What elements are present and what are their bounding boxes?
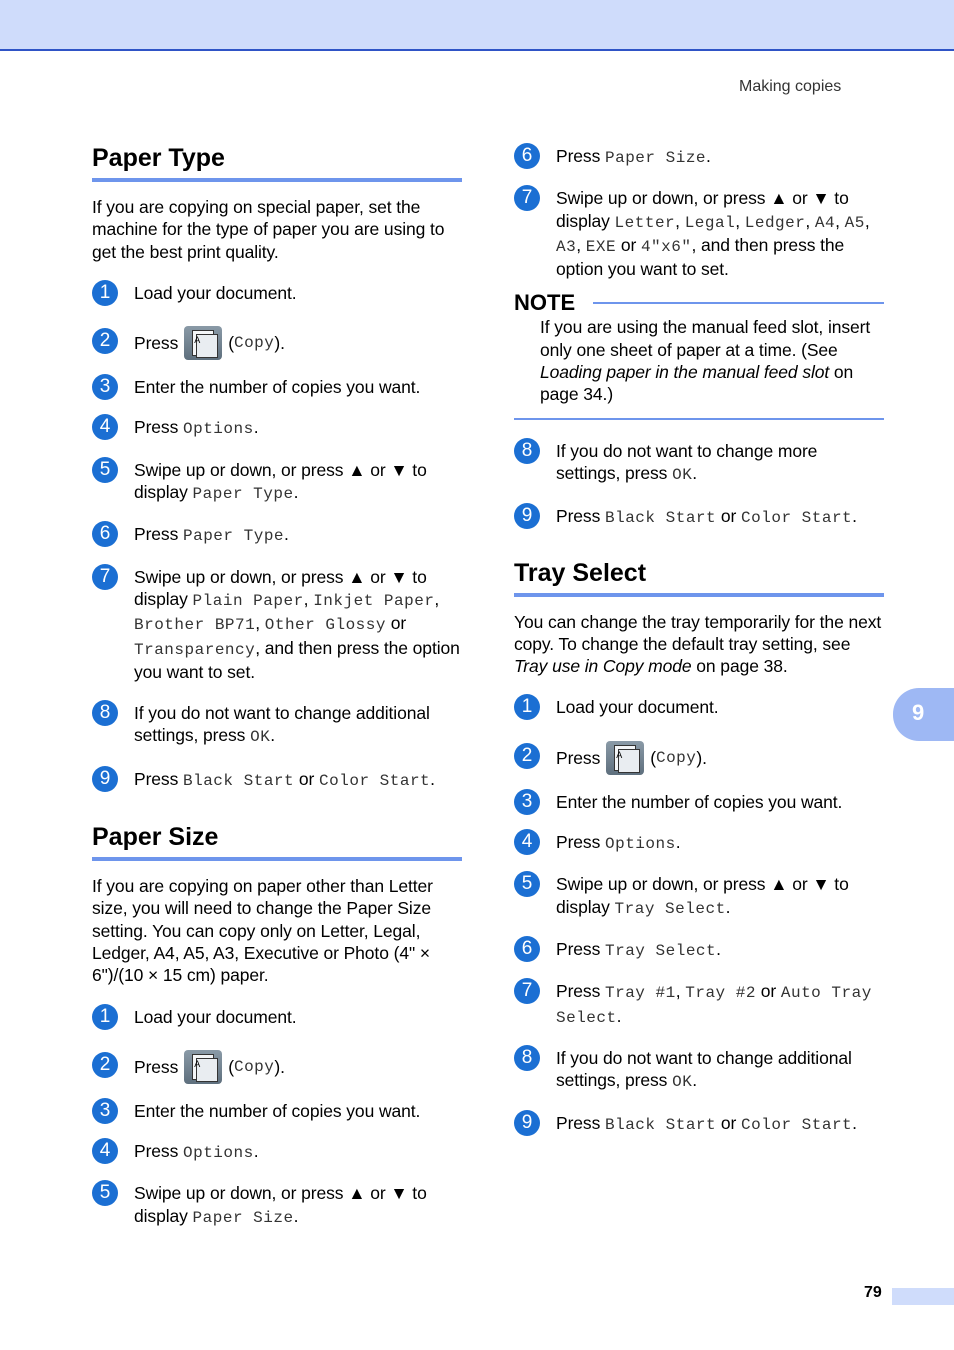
note-body — [540, 316, 884, 405]
section-title-paper-type: Paper Type — [92, 142, 462, 182]
step-text: If you do not want to change additional settings, press — [556, 1047, 852, 1091]
paper-type-section — [92, 142, 462, 792]
note-box — [514, 290, 884, 419]
black-start-code: Black Start — [605, 1116, 717, 1135]
step-number-badge: 8 — [92, 700, 118, 726]
step-number-badge: 2 — [92, 1052, 118, 1078]
step-text: Press — [134, 333, 179, 354]
step-number-badge: 2 — [92, 328, 118, 354]
step-2: 2 Press A ( Copy ). — [92, 1050, 462, 1084]
step-3 — [92, 1100, 462, 1122]
option-transparency: Transparency — [134, 640, 256, 659]
option-a5: A5 — [844, 213, 865, 232]
step-4: 4 Press Options. — [92, 416, 462, 440]
black-start-code: Black Start — [183, 771, 295, 790]
copy-icon[interactable]: A — [184, 1050, 222, 1084]
step-text: Swipe up or down, or press ▲ or ▼ to display — [556, 874, 849, 917]
or-text: or — [298, 768, 315, 789]
step-number-badge: 1 — [92, 280, 118, 306]
option-tray-2: Tray #2 — [685, 984, 756, 1003]
option-letter: Letter — [614, 213, 676, 232]
right-column — [514, 142, 884, 1137]
copy-label: Copy — [233, 334, 275, 353]
option-legal: Legal — [684, 213, 736, 232]
step-number-badge: 6 — [514, 936, 540, 962]
option-other-glossy: Other Glossy — [264, 616, 386, 635]
copy-label: Copy — [233, 1057, 275, 1076]
step-text: Press — [556, 1113, 601, 1134]
option-a4: A4 — [814, 213, 836, 232]
step-text: Press — [556, 981, 601, 1002]
or-text: or — [720, 506, 737, 527]
tray-select-code: Tray Select — [614, 899, 726, 918]
step-6: 6 Press Paper Size. — [514, 145, 884, 169]
step-number-badge: 9 — [514, 503, 540, 529]
step-4: 4 Press Options. — [514, 831, 884, 855]
step-2: 2 Press A ( Copy ). — [92, 326, 462, 360]
tray-select-section — [514, 557, 884, 1137]
ok-code: OK — [672, 465, 693, 484]
step-3 — [92, 376, 462, 398]
option-brother-bp71: Brother BP71 — [134, 616, 256, 635]
step-3 — [514, 791, 884, 813]
step-6: 6 Press Paper Type. — [92, 523, 462, 547]
note-divider — [593, 302, 884, 304]
step-number-badge: 3 — [514, 789, 540, 815]
step-text: Enter the number of copies you want. — [134, 377, 421, 398]
option-ledger: Ledger — [744, 213, 806, 232]
options-code: Options — [183, 1144, 254, 1163]
step-text: Enter the number of copies you want. — [556, 791, 843, 812]
step-number-badge: 1 — [92, 1004, 118, 1030]
option-plain-paper: Plain Paper — [192, 591, 304, 610]
step-2: 2 Press A ( Copy ). — [514, 741, 884, 775]
step-number-badge: 7 — [514, 978, 540, 1004]
step-number-badge: 3 — [92, 374, 118, 400]
step-text: Press — [134, 524, 179, 545]
option-exe: EXE — [585, 237, 617, 256]
or-text: or — [760, 981, 777, 1002]
tray-select-intro: You can change the tray temporarily for the next copy. To change the default tray setting, see Tray use in Copy mode on page 38. — [514, 611, 882, 677]
paper-type-intro: If you are copying on special paper, set the machine for the type of paper you are using to get the best print quality. — [92, 197, 445, 262]
step-number-badge: 7 — [92, 564, 118, 590]
tray-select-code: Tray Select — [605, 941, 717, 960]
tray-use-link[interactable]: Tray use in Copy mode — [514, 656, 692, 677]
ok-code: OK — [250, 728, 271, 747]
step-text: If you do not want to change additional settings, press — [134, 703, 430, 746]
note-text: If you are using the manual feed slot, insert only one sheet of paper at a time. (See — [540, 317, 871, 360]
step-text: Swipe up or down, or press ▲ or ▼ to display — [134, 459, 427, 503]
step-text: Load your document. — [556, 697, 719, 718]
step-number-badge: 5 — [92, 457, 118, 483]
step-number-badge: 4 — [92, 1138, 118, 1164]
step-1 — [92, 282, 462, 304]
left-column — [92, 142, 462, 1229]
chapter-number: 9 — [912, 700, 925, 725]
step-5: 5 Swipe up or down, or press ▲ or ▼ to display Tray Select. — [514, 873, 884, 920]
step-9: 9 Press Black Start or Color Start. — [514, 505, 884, 529]
or-text: or — [720, 1113, 737, 1134]
copy-icon[interactable]: A — [184, 326, 222, 360]
copy-icon[interactable]: A — [606, 741, 644, 775]
options-code: Options — [183, 420, 254, 439]
step-text: Press — [556, 747, 601, 768]
step-7: 7 Swipe up or down, or press ▲ or ▼ to display Plain Paper, Inkjet Paper, Brother BP71, Other Glossy or Transparency, and then press the option you want to set. — [92, 566, 462, 683]
step-6: 6 Press Tray Select. — [514, 938, 884, 962]
chapter-tab — [893, 688, 954, 741]
step-5: 5 Swipe up or down, or press ▲ or ▼ to display Paper Size. — [92, 1182, 462, 1229]
section-title-paper-size: Paper Size — [92, 821, 462, 861]
step-text: If you do not want to change more settings, press — [556, 440, 818, 483]
step-number-badge: 6 — [92, 521, 118, 547]
step-text: Press — [556, 832, 601, 853]
page-number: 79 — [864, 1284, 882, 1301]
step-text: Press — [556, 506, 601, 527]
note-link[interactable]: Loading paper in the manual feed slot — [540, 362, 830, 383]
option-a3: A3 — [556, 237, 577, 256]
paper-type-code: Paper Type — [183, 527, 285, 546]
step-number-badge: 6 — [514, 143, 540, 169]
color-start-code: Color Start — [741, 509, 853, 528]
option-tray-1: Tray #1 — [605, 984, 676, 1003]
step-number-badge: 1 — [514, 694, 540, 720]
step-text: Load your document. — [134, 282, 297, 303]
paper-size-code: Paper Size — [605, 149, 707, 167]
step-number-badge: 4 — [514, 829, 540, 855]
step-text: Swipe up or down, or press ▲ or ▼ to display — [134, 1183, 427, 1226]
step-1 — [514, 696, 884, 718]
step-text: Swipe up or down, or press ▲ or ▼ to display — [556, 188, 849, 231]
step-7: 7 Press Tray #1, Tray #2 or Auto Tray Select. — [514, 980, 884, 1029]
note-text: on page 34.) — [540, 362, 854, 405]
option-4x6: 4"x6" — [640, 237, 692, 256]
note-title: NOTE — [514, 290, 576, 316]
step-text: Press — [134, 1141, 179, 1162]
step-text: Press — [556, 146, 601, 166]
step-5: 5 Swipe up or down, or press ▲ or ▼ to display Paper Type. — [92, 459, 462, 506]
step-text-tail: , and then press the option you want to set. — [556, 234, 845, 280]
paper-size-intro: If you are copying on paper other than Letter size, you will need to change the Paper Size setting. You can copy only on Letter, Legal, Ledger, A4, A5, A3, Executive or Photo (4" × 6")/(10 × 15 cm) paper. — [92, 876, 433, 986]
step-number-badge: 3 — [92, 1098, 118, 1124]
option-inkjet-paper: Inkjet Paper — [313, 591, 435, 610]
black-start-code: Black Start — [605, 509, 717, 528]
options-code: Options — [605, 835, 676, 854]
step-7: 7 Swipe up or down, or press ▲ or ▼ to display Letter, Legal, Ledger, A4, A5, A3, EXE or 4"x6", and then press the option you want to set. — [514, 187, 884, 280]
copy-label: Copy — [655, 748, 697, 767]
step-text: Press — [134, 768, 179, 789]
option-auto-tray-select: Auto Tray Select — [556, 984, 872, 1027]
step-1 — [92, 1006, 462, 1028]
step-text: Press — [134, 1056, 179, 1077]
paper-size-continued — [514, 145, 884, 530]
step-number-badge: 5 — [514, 871, 540, 897]
step-number-badge: 5 — [92, 1180, 118, 1206]
section-title-tray-select: Tray Select — [514, 557, 884, 597]
top-banner — [0, 0, 954, 51]
step-number-badge: 7 — [514, 185, 540, 211]
ok-code: OK — [672, 1073, 693, 1092]
running-header: Making copies — [739, 78, 842, 95]
step-9: 9 Press Black Start or Color Start. — [514, 1112, 884, 1136]
color-start-code: Color Start — [741, 1116, 853, 1135]
step-number-badge: 8 — [514, 438, 540, 464]
step-text: Press — [134, 417, 179, 438]
step-8: 8 If you do not want to change additional settings, press OK. — [514, 1047, 884, 1094]
step-8: 8 If you do not want to change additional settings, press OK. — [92, 702, 462, 749]
step-number-badge: 4 — [92, 414, 118, 440]
step-text: Load your document. — [134, 1006, 297, 1027]
page-number-bar — [892, 1288, 954, 1305]
paper-type-code: Paper Type — [192, 485, 294, 504]
step-number-badge: 2 — [514, 743, 540, 769]
step-text: Enter the number of copies you want. — [134, 1100, 421, 1121]
step-number-badge: 9 — [92, 766, 118, 792]
paper-size-code: Paper Size — [192, 1208, 294, 1227]
paper-size-section — [92, 821, 462, 1229]
step-4: 4 Press Options. — [92, 1140, 462, 1164]
step-text: Press — [556, 938, 601, 959]
or-text: or — [620, 234, 637, 255]
step-9: 9 Press Black Start or Color Start. — [92, 768, 462, 792]
step-8: 8 If you do not want to change more settings, press OK. — [514, 440, 884, 487]
step-number-badge: 8 — [514, 1045, 540, 1071]
or-text: or — [390, 613, 407, 634]
step-number-badge: 9 — [514, 1110, 540, 1136]
step-text-tail: and then press the option you want to set. — [134, 637, 460, 682]
note-header — [514, 290, 884, 316]
step-text: Swipe up or down, or press ▲ or ▼ to display — [134, 566, 427, 609]
color-start-code: Color Start — [319, 771, 431, 790]
